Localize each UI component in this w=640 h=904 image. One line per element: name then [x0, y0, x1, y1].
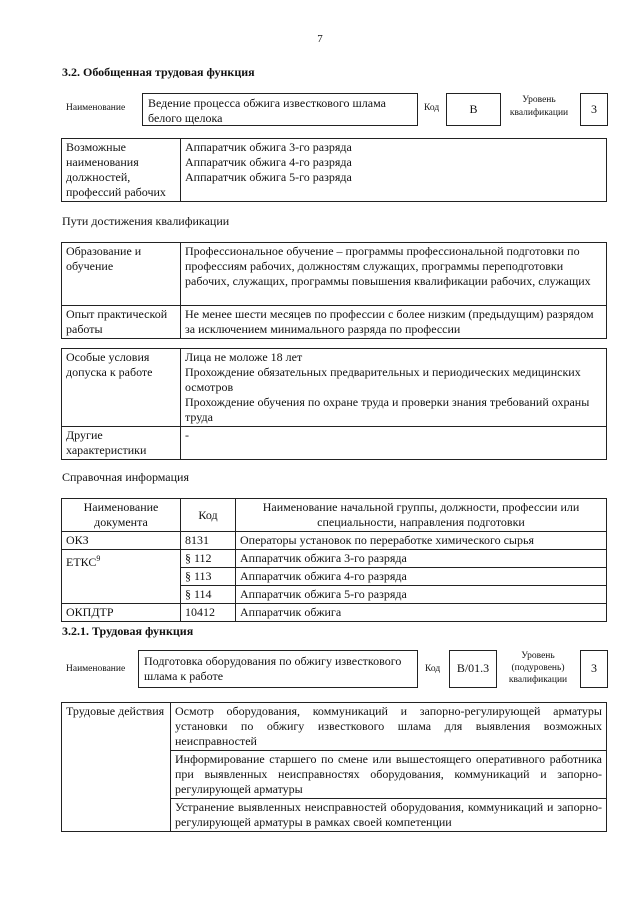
ref-doc-etks	[62, 550, 181, 604]
experience-value: Не менее шести месяцев по профессии с более низким (предыдущим) разрядом за исключением минимального разряда по профессии	[181, 306, 607, 339]
actions-table	[61, 702, 607, 832]
footnote-marker: 9	[96, 554, 101, 563]
general-level-label: Уровень квалификации	[509, 95, 569, 118]
general-name-label: Наименование	[66, 103, 126, 113]
ref-code: § 113	[181, 568, 236, 586]
position-item: Аппаратчик обжига 5-го разряда	[185, 170, 352, 184]
reference-heading: Справочная информация	[62, 470, 189, 484]
paths-table	[61, 242, 607, 339]
education-value: Профессиональное обучение – программы профессиональной подготовки по профессиям рабочих, должностям служащих, программы переподготовки рабочих, служащих, программы повышения квалификации рабочих, служащих	[181, 243, 607, 306]
table-row	[62, 550, 607, 568]
table-row	[62, 532, 607, 550]
special-conditions-list	[181, 349, 607, 427]
action-item: Информирование старшего по смене или вышестоящего оперативного работника при выявленных неисправностях оборудования, коммуникаций и запорно-регулирующей арматуры	[171, 751, 607, 799]
ref-code: § 114	[181, 586, 236, 604]
special-conditions-label: Особые условия допуска к работе	[62, 349, 181, 427]
ref-col-code: Код	[181, 499, 236, 532]
ref-name: Аппаратчик обжига 3-го разряда	[236, 550, 607, 568]
action-item: Осмотр оборудования, коммуникаций и запорно-регулирующей арматуры установки по обжигу известкового шлама для выявления возможных неисправностей	[171, 703, 607, 751]
function-name-value: Подготовка оборудования по обжигу известкового шлама к работе	[138, 650, 418, 688]
positions-table	[61, 138, 607, 202]
reference-table	[61, 498, 607, 622]
ref-doc: ЕТКС	[66, 555, 97, 569]
position-item: Аппаратчик обжига 3-го разряда	[185, 140, 352, 154]
table-row	[62, 604, 607, 622]
actions-label: Трудовые действия	[62, 703, 171, 832]
ref-code: 8131	[181, 532, 236, 550]
conditions-table	[61, 348, 607, 460]
condition-item: Лица не моложе 18 лет	[185, 350, 303, 364]
ref-name: Аппаратчик обжига 5-го разряда	[236, 586, 607, 604]
section-heading-general: 3.2. Обобщенная трудовая функция	[62, 65, 255, 79]
education-label: Образование и обучение	[62, 243, 181, 306]
ref-code: 10412	[181, 604, 236, 622]
general-code-label: Код	[424, 103, 440, 113]
position-item: Аппаратчик обжига 4-го разряда	[185, 155, 352, 169]
general-code-value: В	[446, 93, 501, 126]
ref-name: Операторы установок по переработке химического сырья	[236, 532, 607, 550]
function-level-label: Уровень (подуровень) квалификации	[508, 651, 568, 685]
ref-col-doc: Наименование документа	[62, 499, 181, 532]
action-item: Устранение выявленных неисправностей оборудования, коммуникаций и запорно-регулирующей арматуры в рамках своей компетенции	[171, 799, 607, 832]
positions-list	[181, 139, 607, 202]
positions-label: Возможные наименования должностей, профессий рабочих	[62, 139, 181, 202]
ref-col-name: Наименование начальной группы, должности, профессии или специальности, направления подготовки	[236, 499, 607, 532]
condition-item: Прохождение обязательных предварительных и периодических медицинских осмотров	[185, 365, 581, 394]
ref-doc: ОКПДТР	[62, 604, 181, 622]
function-level-value: 3	[580, 650, 608, 688]
general-name-value: Ведение процесса обжига известкового шлама белого щелока	[142, 93, 418, 126]
page-number: 7	[317, 33, 323, 45]
ref-doc: ОКЗ	[62, 532, 181, 550]
ref-code: § 112	[181, 550, 236, 568]
experience-label: Опыт практической работы	[62, 306, 181, 339]
condition-item: Прохождение обучения по охране труда и проверки знания требований охраны труда	[185, 395, 590, 424]
table-row	[62, 703, 607, 751]
function-code-label: Код	[425, 664, 441, 674]
function-code-value: В/01.3	[449, 650, 497, 688]
function-name-label: Наименование	[66, 664, 126, 674]
other-characteristics-value: -	[181, 427, 607, 460]
paths-heading: Пути достижения квалификации	[62, 214, 230, 228]
other-characteristics-label: Другие характеристики	[62, 427, 181, 460]
ref-name: Аппаратчик обжига	[236, 604, 607, 622]
ref-name: Аппаратчик обжига 4-го разряда	[236, 568, 607, 586]
section-heading-function: 3.2.1. Трудовая функция	[62, 624, 194, 638]
general-level-value: 3	[580, 93, 608, 126]
